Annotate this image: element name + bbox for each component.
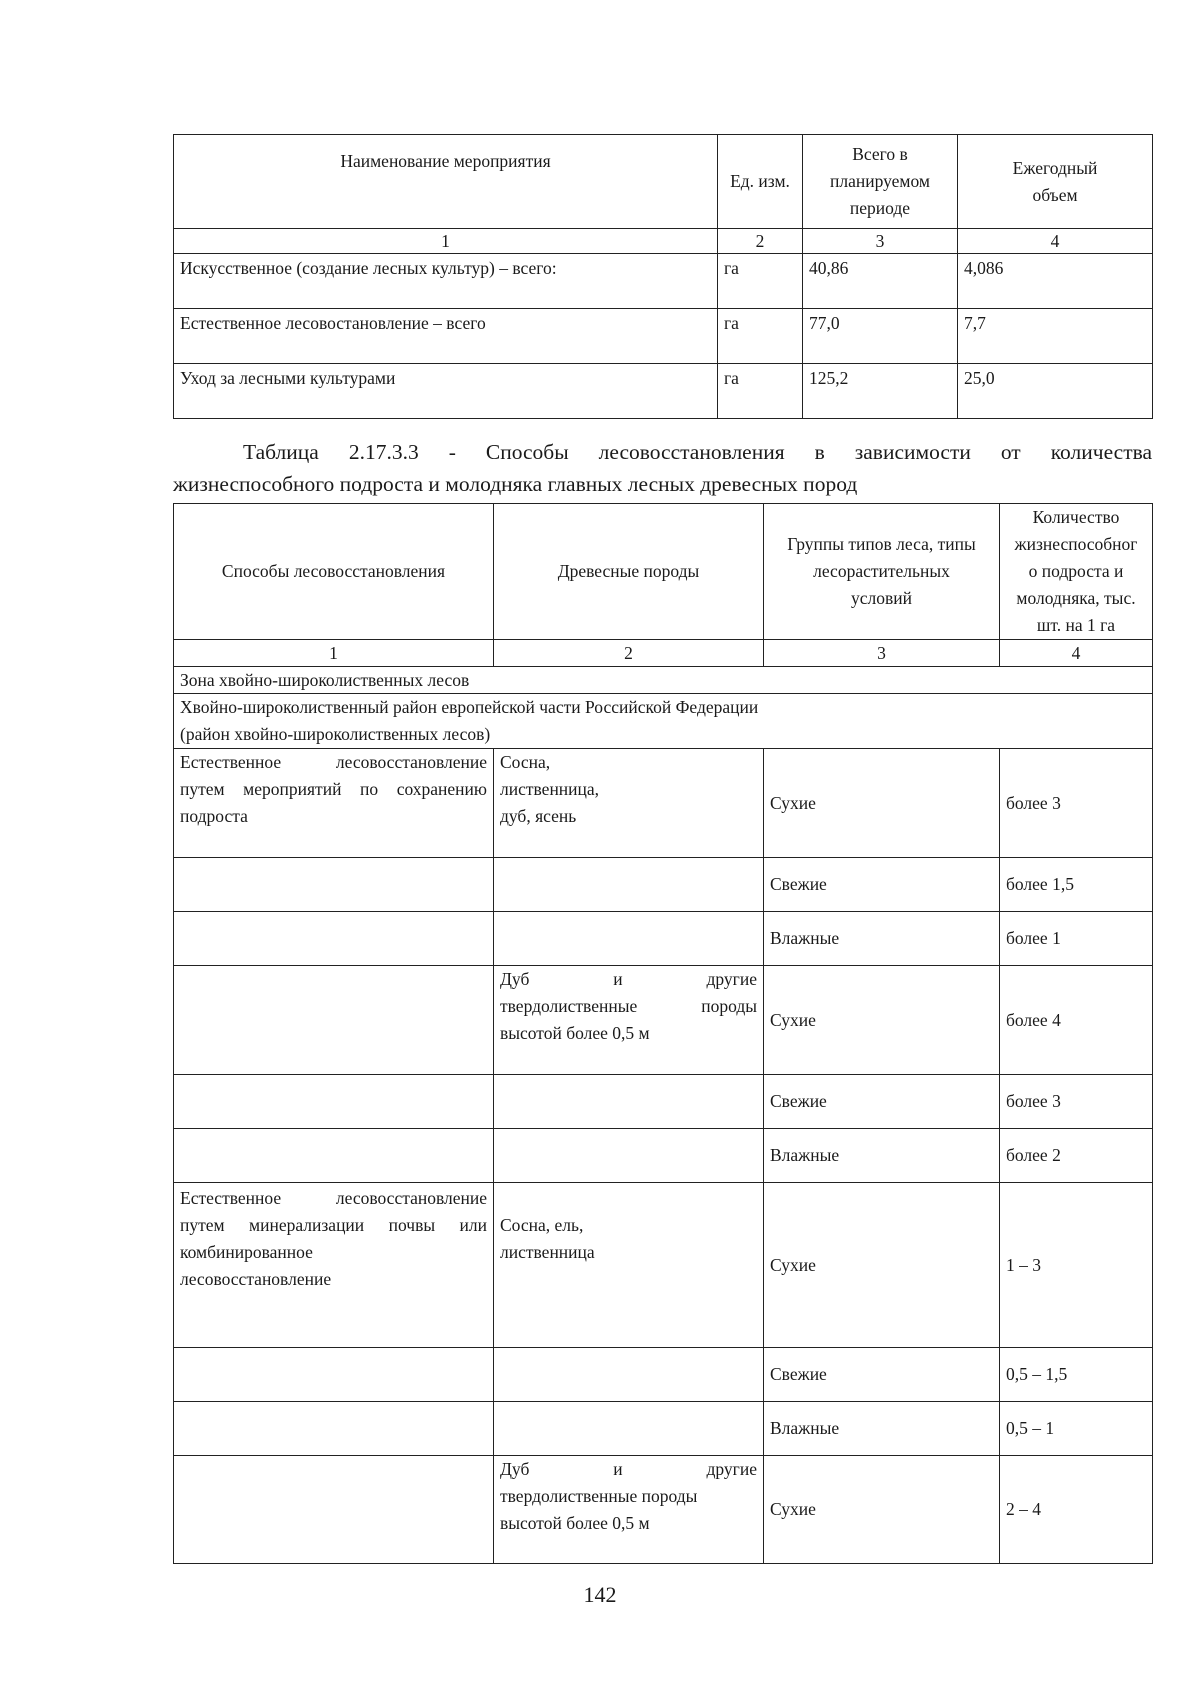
header-quantity: Количество жизнеспособног о подроста и молодняка, тыс. шт. на 1 га (1000, 504, 1153, 640)
species-d: Дуб и другие твердолиственные породы высотой более 0,5 м (494, 1456, 764, 1564)
method-2: Естественное лесовосстановление путем минерализации почвы или комбинированное лесовосстановление (174, 1183, 494, 1348)
table-row: Влажные 0,5 – 1 (174, 1402, 1153, 1456)
species-b: Дуб и другие твердолиственные породы высотой более 0,5 м (494, 966, 764, 1075)
header-forest-types: Группы типов леса, типы лесорастительных условий (764, 504, 1000, 640)
species-c: Сосна, ель, лиственница (494, 1183, 764, 1348)
table-row: Естественное лесовосстановление путем минерализации почвы или комбинированное лесовосстановление Сосна, ель, лиственница Сухие 1 – 3 (174, 1183, 1153, 1348)
table-row: Дуб и другие твердолиственные породы высотой более 0,5 м Сухие 2 – 4 (174, 1456, 1153, 1564)
region-row (174, 694, 1153, 749)
reforestation-methods-table (173, 503, 1153, 1564)
table-row: Влажные более 1 (174, 912, 1153, 966)
column-number-row: 1 2 3 4 (174, 229, 1153, 254)
table-row: Естественное лесовосстановление путем мероприятий по сохранению подроста Сосна, лиственница, дуб, ясень Сухие более 3 (174, 749, 1153, 858)
planned-measures-table (173, 134, 1153, 419)
table-row: Дуб и другие твердолиственные породы высотой более 0,5 м Сухие более 4 (174, 966, 1153, 1075)
table-row: Свежие более 3 (174, 1075, 1153, 1129)
table-header-row (174, 504, 1153, 640)
region-title: Хвойно-широколиственный район европейской части Российской Федерации (район хвойно-широколиственных лесов) (174, 694, 1153, 749)
method-1: Естественное лесовосстановление путем мероприятий по сохранению подроста (174, 749, 494, 858)
column-number-row: 1 2 3 4 (174, 640, 1153, 667)
header-species: Древесные породы (494, 504, 764, 640)
header-total: Всего в планируемом периоде (803, 135, 958, 229)
header-measure-name: Наименование мероприятия (174, 135, 718, 229)
table-caption: Таблица 2.17.3.3 - Способы лесовосстановления в зависимости от количества жизнеспособного подроста и молодняка главных лесных древесных пород (173, 440, 1152, 496)
header-methods: Способы лесовосстановления (174, 504, 494, 640)
zone-title: Зона хвойно-широколиственных лесов (174, 667, 1153, 694)
header-unit: Ед. изм. (718, 135, 803, 229)
header-annual: Ежегодный объем (958, 135, 1153, 229)
zone-row (174, 667, 1153, 694)
species-a: Сосна, лиственница, дуб, ясень (494, 749, 764, 858)
table-row: Свежие более 1,5 (174, 858, 1153, 912)
page-number: 142 (583, 1582, 617, 1607)
table-row: Свежие 0,5 – 1,5 (174, 1348, 1153, 1402)
table-row: Искусственное (создание лесных культур) – всего: га 40,86 4,086 (174, 254, 1153, 309)
table-row: Естественное лесовостановление – всего га 77,0 7,7 (174, 309, 1153, 364)
table-row: Уход за лесными культурами га 125,2 25,0 (174, 364, 1153, 419)
table-row: Влажные более 2 (174, 1129, 1153, 1183)
table-header-row (174, 135, 1153, 229)
